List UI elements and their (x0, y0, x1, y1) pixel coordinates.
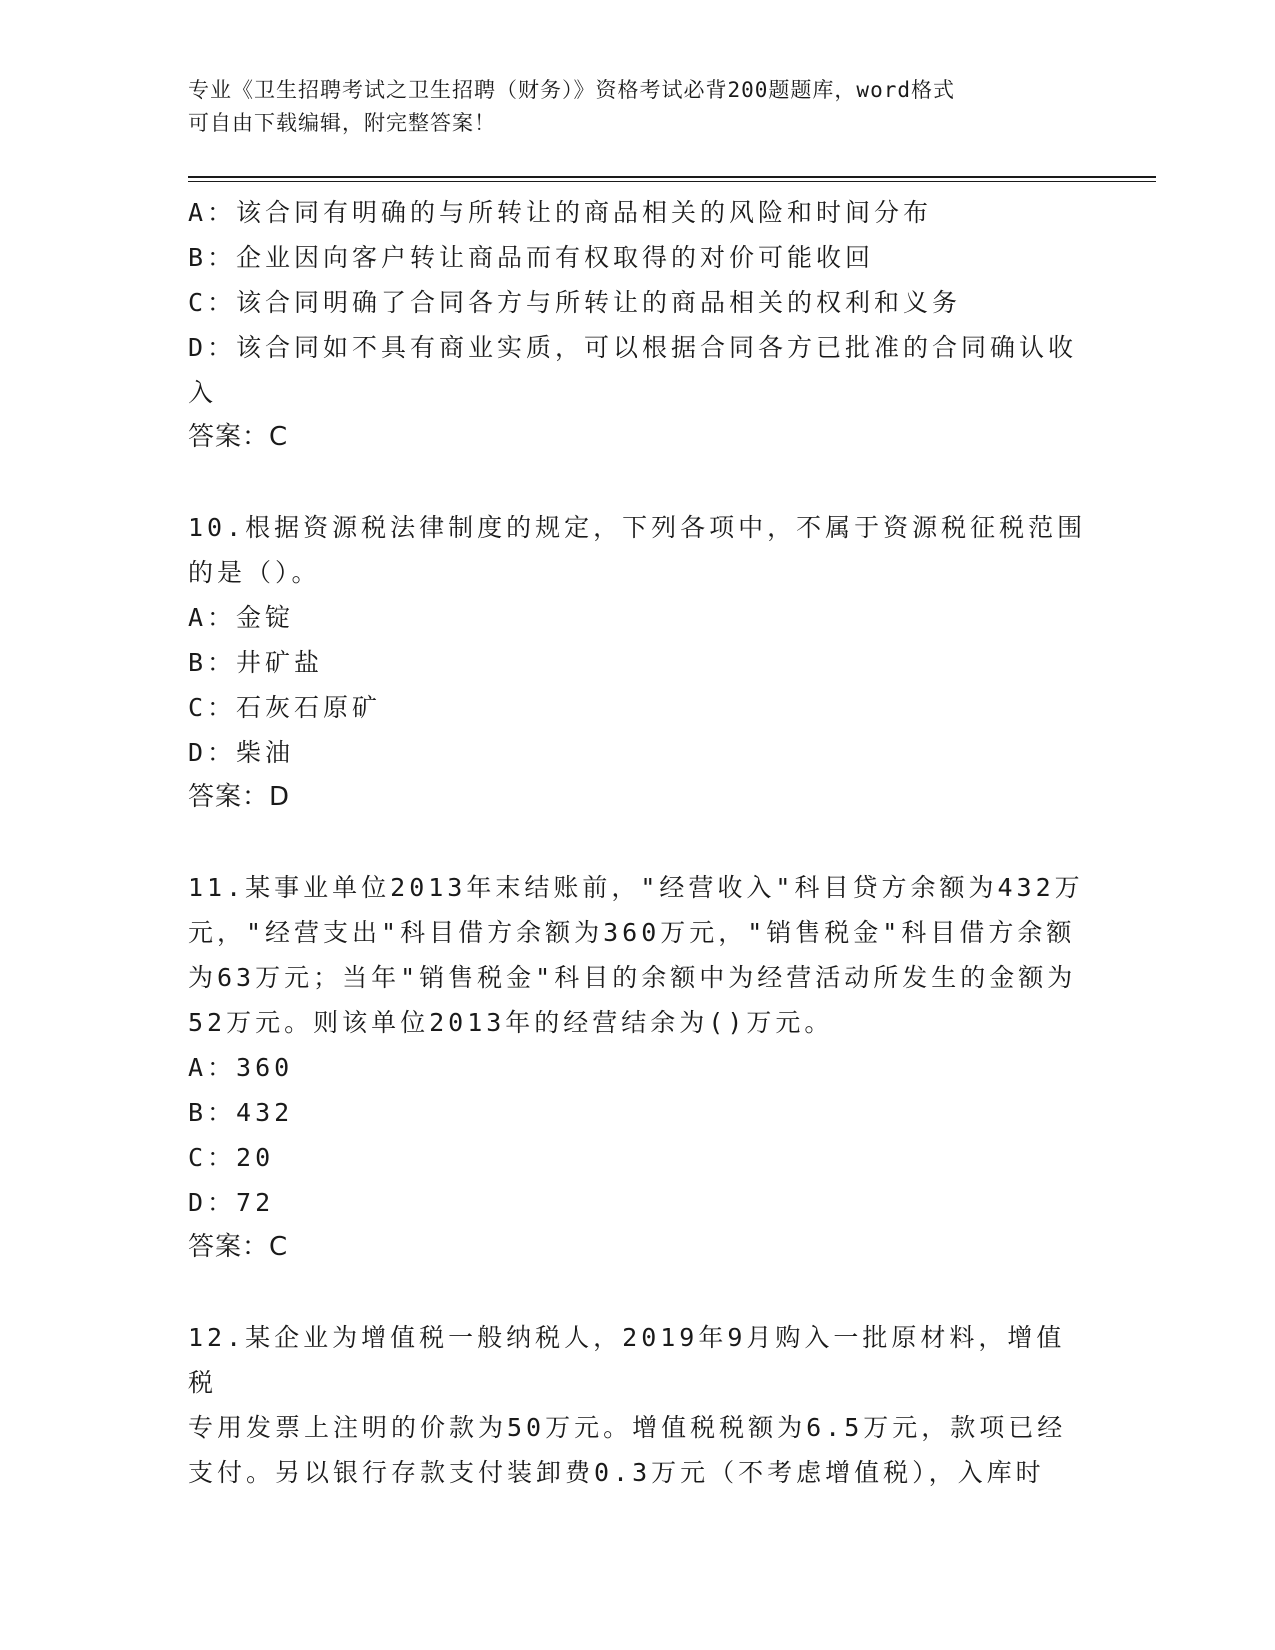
answer: 答案：C (188, 1232, 289, 1262)
option-c: C：该合同明确了合同各方与所转让的商品相关的权利和义务 (188, 288, 962, 317)
option-d-continued: 入 (188, 378, 218, 407)
question-stem-continued: 元，"经营支出"科目借方余额为360万元，"销售税金"科目借方余额 (188, 918, 1076, 947)
question-list (188, 190, 1088, 1495)
option-b: B：432 (188, 1098, 294, 1127)
question-stem: 10.根据资源税法律制度的规定，下列各项中，不属于资源税征税范围 (188, 513, 1087, 542)
spacer (188, 820, 1088, 865)
header-line-1: 专业《卫生招聘考试之卫生招聘（财务）》资格考试必背200题题库，word格式 (188, 78, 955, 102)
question-stem-continued: 支付。另以银行存款支付装卸费0.3万元（不考虑增值税），入库时 (188, 1458, 1045, 1487)
header-divider-thick (188, 176, 1156, 178)
question-12 (188, 1315, 1088, 1495)
header-divider-thin (188, 181, 1156, 182)
option-d: D：该合同如不具有商业实质，可以根据合同各方已批准的合同确认收 (188, 333, 1078, 362)
question-11 (188, 865, 1088, 1270)
question-9 (188, 190, 1088, 460)
answer: 答案：C (188, 422, 289, 452)
question-stem-continued: 专用发票上注明的价款为50万元。增值税税额为6.5万元，款项已经 (188, 1413, 1067, 1442)
option-a: A：金锭 (188, 603, 295, 632)
question-stem: 12.某企业为增值税一般纳税人，2019年9月购入一批原材料，增值税 (188, 1323, 1066, 1397)
option-a: A：360 (188, 1053, 294, 1082)
question-stem-continued: 52万元。则该单位2013年的经营结余为()万元。 (188, 1008, 834, 1037)
option-b: B：井矿盐 (188, 648, 324, 677)
header-line-2: 可自由下载编辑，附完整答案！ (188, 111, 496, 135)
question-stem-continued: 为63万元；当年"销售税金"科目的余额中为经营活动所发生的金额为 (188, 963, 1077, 992)
question-stem-continued: 的是（）。 (188, 558, 321, 587)
answer: 答案：D (188, 782, 291, 812)
option-b: B：企业因向客户转让商品而有权取得的对价可能收回 (188, 243, 875, 272)
option-c: C：石灰石原矿 (188, 693, 382, 722)
option-a: A：该合同有明确的与所转让的商品相关的风险和时间分布 (188, 198, 933, 227)
spacer (188, 1270, 1088, 1315)
spacer (188, 460, 1088, 505)
document-header (188, 74, 1068, 140)
option-d: D：柴油 (188, 738, 295, 767)
option-d: D：72 (188, 1188, 275, 1217)
option-c: C：20 (188, 1143, 275, 1172)
question-stem: 11.某事业单位2013年末结账前，"经营收入"科目贷方余额为432万 (188, 873, 1084, 902)
question-10 (188, 505, 1088, 820)
